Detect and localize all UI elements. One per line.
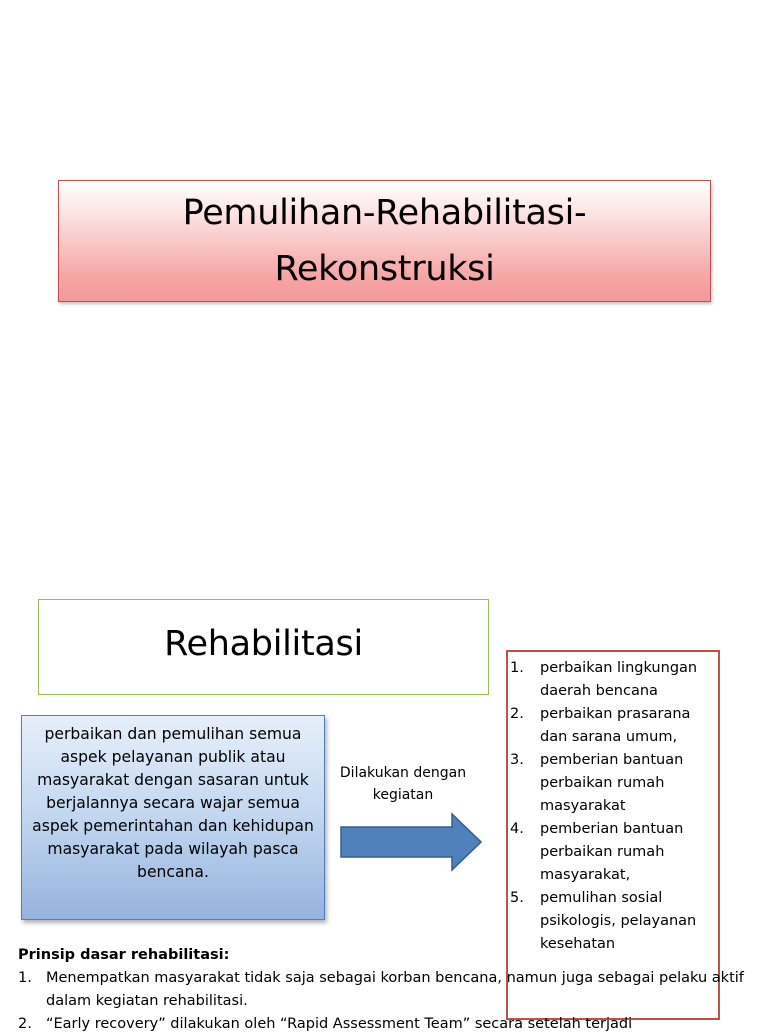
list-item <box>508 749 718 818</box>
list-item-number: 4. <box>510 821 524 837</box>
list-item-text: perbaikan lingkungan daerah bencana <box>540 660 698 699</box>
definition-text: perbaikan dan pemulihan semua aspek pelayanan publik atau masyarakat dengan sasaran untuk berjalannya secara wajar semua aspek pemerintahan dan kehidupan masyarakat pada wilayah pasca bencana. <box>32 725 314 881</box>
principle-item-number: 2. <box>18 1016 32 1032</box>
list-item-text: pemberian bantuan perbaikan rumah masyarakat <box>540 752 684 814</box>
slide-title-box <box>58 180 711 302</box>
activities-list <box>508 652 718 956</box>
list-item-number: 2. <box>510 706 524 722</box>
list-item-number: 3. <box>510 752 524 768</box>
principle-item-number: 1. <box>18 970 32 986</box>
principles-title: Prinsip dasar rehabilitasi: <box>18 947 230 963</box>
principles-section <box>18 944 748 1036</box>
right-arrow-icon <box>340 812 482 872</box>
principle-item <box>18 1013 748 1036</box>
list-item-number: 5. <box>510 890 524 906</box>
list-item-text: perbaikan prasarana dan sarana umum, <box>540 706 691 745</box>
slide-title-line-2: Rekonstruksi <box>274 249 495 289</box>
list-item-number: 1. <box>510 660 524 676</box>
definition-box <box>21 715 325 920</box>
principle-item-text: “Early recovery” dilakukan oleh “Rapid Assessment Team” secara setelah terjadi <box>46 1016 633 1032</box>
list-item <box>508 818 718 887</box>
list-item-text: pemberian bantuan perbaikan rumah masyarakat, <box>540 821 684 883</box>
list-item <box>508 657 718 703</box>
slide-title-line-1: Pemulihan-Rehabilitasi- <box>182 193 587 233</box>
connector-label: Dilakukan dengan kegiatan <box>339 765 467 803</box>
principle-item-text: Menempatkan masyarakat tidak saja sebagai korban bencana, namun juga sebagai pelaku aktif dalam kegiatan rehabilitasi. <box>46 970 744 1009</box>
list-item <box>508 703 718 749</box>
rehabilitasi-heading-box <box>38 599 489 695</box>
rehabilitasi-heading: Rehabilitasi <box>164 624 363 664</box>
principle-item <box>18 967 748 1013</box>
list-item-text: pemulihan sosial psikologis, pelayanan kesehatan <box>540 890 697 952</box>
